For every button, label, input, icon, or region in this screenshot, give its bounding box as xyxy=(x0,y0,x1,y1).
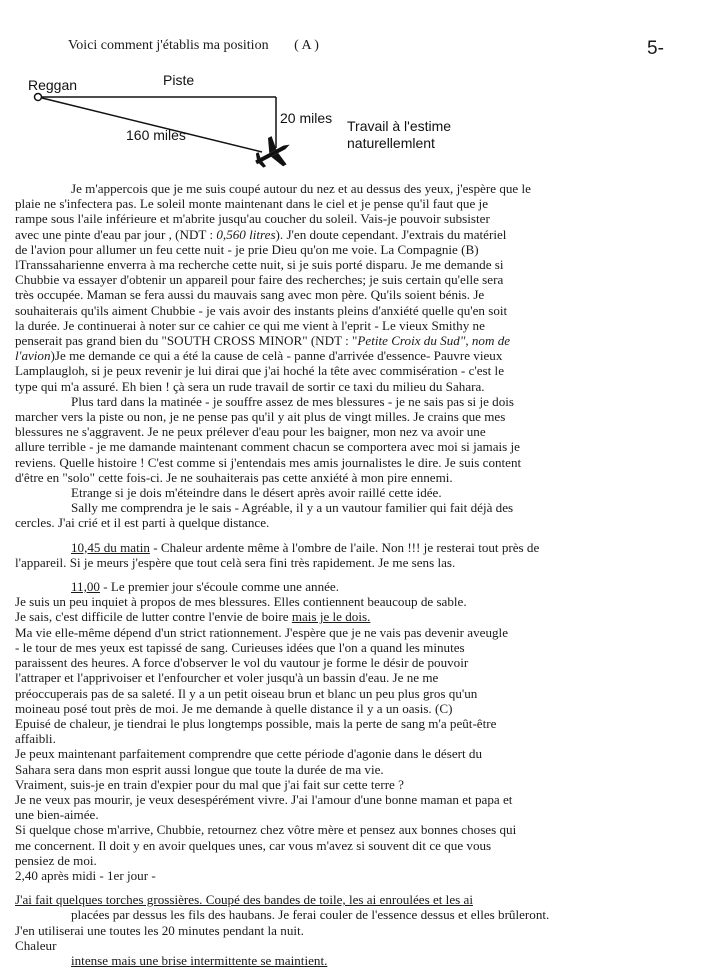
text-line: allure terrible - je me damande maintenant comment chacun se comportera avec moi si jamais je xyxy=(15,439,520,455)
text-line: me concernent. Il doit y en avoir quelques unes, car vous m'avez si souvent dit ce que vous xyxy=(15,837,492,853)
header-title: Voici comment j'établis ma position xyxy=(68,38,269,53)
text-line: avec une pinte d'eau par jour , (NDT : 0,560 litres). J'en doute cependant. J'extrais du matériel xyxy=(15,226,507,242)
text-line: type qui m'a assuré. Eh bien ! çà sera un rude travail de sortir ce taxi du milieu du Sahara. xyxy=(15,378,485,394)
text-line: Je peux maintenant parfaitement comprendre que cette période d'agonie dans le désert du xyxy=(15,746,482,762)
text-line: préoccuperais pas de sa saleté. Il y a un petit oiseau brun et blanc un peu plus gros qu'un xyxy=(15,685,478,701)
text-line: une bien-aimée. xyxy=(15,807,99,823)
header-line xyxy=(68,38,319,54)
text-line: Sahara sera dans mon esprit aussi longue que toute la durée de ma vie. xyxy=(15,761,384,777)
text-line: Epuisé de chaleur, je tiendrai le plus longtemps possible, mais la perte de sang m'a peût-être xyxy=(15,715,497,731)
text-line: plaie ne s'infectera pas. Le soleil monte maintenant dans le ciel et je pense qu'il faut que je xyxy=(15,196,489,212)
text-line: très occupée. Maman se fera aussi du mauvais sang avec mon père. Qu'ils soient bénis. Je xyxy=(15,287,485,303)
text-body xyxy=(15,181,700,968)
text-line: penserait pas grand bien du "SOUTH CROSS MINOR" (NDT : "Petite Croix du Sud", nom de xyxy=(15,333,511,349)
text-line: Plus tard dans la matinée - je souffre assez de mes blessures - je ne sais pas si je dois xyxy=(71,393,515,409)
text-line: rampe sous l'aile inférieure et m'abrite jusqu'au coucher du soleil. Vais-je pouvoir subsister xyxy=(15,211,490,227)
text-line: Etrange si je dois m'éteindre dans le désert après avoir raillé cette idée. xyxy=(71,485,442,501)
text-line: J'ai fait quelques torches grossières. Coupé des bandes de toile, les ai enroulées et les ai xyxy=(15,892,473,908)
text-line: 10,45 du matin - Chaleur ardente même à l'ombre de l'aile. Non !!! je resterai tout près de xyxy=(71,539,540,555)
reggan-point xyxy=(35,94,42,101)
text-line: 2,40 après midi - 1er jour - xyxy=(15,867,156,883)
text-line: la durée. Je continuerai à noter sur ce cahier ce qui me vient à l'eprit - Le vieux Smithy ne xyxy=(15,317,485,333)
text-line: - le tour de mes yeux est tapissé de sang. Curieuses idées que l'on a quand les minutes xyxy=(15,639,465,655)
text-line: placées par dessus les fils des haubans. Je ferai couler de l'essence dessus et elles brûleront. xyxy=(71,907,550,923)
text-line: paraissent des heures. A force d'observer le vol du vautour je forme le désir de pouvoir xyxy=(15,655,469,671)
position-diagram xyxy=(0,70,704,180)
vertical-label: 20 miles xyxy=(280,110,333,126)
text-line: Sally me comprendra je le sais - Agréable, il y a un vautour familier qui fait déjà des xyxy=(71,500,514,516)
text-line: d'être en "solo" cette fois-ci. Je ne souhaiterais pas cette anxiété à mon pire ennemi. xyxy=(15,469,453,485)
text-line: lTranssaharienne enverra à ma recherche cette nuit, si je suis porté disparu. Je me demande si xyxy=(15,257,504,273)
text-line: reviens. Quelle histoire ! C'est comme si j'entendais mes amis journalistes le dire. Je suis content xyxy=(15,454,522,470)
text-line: l'avion)Je me demande ce qui a été la cause de celà - panne d'arrivée d'essence- Pauvre vieux xyxy=(15,348,503,364)
text-line: intense mais une brise intermittente se maintient. xyxy=(71,952,328,968)
text-line: Lamplaugloh, si je peux revenir je lui dirai que j'ai hoché la tête avec commisération - c'est le xyxy=(15,363,505,379)
text-line: Vraiment, suis-je en train d'expier pour du mal que j'ai fait sur cette terre ? xyxy=(15,776,404,792)
text-line: 11,00 - Le premier jour s'écoule comme une année. xyxy=(71,579,340,595)
text-line: J'en utiliserai une toutes les 20 minutes pendant la nuit. xyxy=(15,922,304,938)
text-line: Chaleur xyxy=(15,937,57,953)
text-line: l'attraper et l'apprivoiser et l'enfourcher et voler jusqu'à un bassin d'eau. Je ne me xyxy=(15,670,439,686)
text-line: Ma vie elle-même dépend d'un strict rationnement. J'espère que je ne vais pas devenir aveugle xyxy=(15,624,509,640)
track-label: Piste xyxy=(163,72,195,88)
text-line: souhaiterais qu'ils aiment Chubbie - je vais avoir des instants pleins d'anxiété quelle qu'en soit xyxy=(15,302,508,318)
text-line: Je sais, c'est difficile de lutter contre l'envie de boire mais je le dois. xyxy=(15,609,371,625)
text-line: affaibli. xyxy=(15,731,56,747)
text-line: Si quelque chose m'arrive, Chubbie, retournez chez vôtre mère et pensez aux bonnes choses qui xyxy=(15,822,517,838)
text-line: l'appareil. Si je meurs j'espère que tout celà sera fini très rapidement. Je me sens las. xyxy=(15,554,456,570)
text-line: marcher vers la piste ou non, je ne pense pas qu'il y ait plus de vingt milles. Je crains que mes xyxy=(15,409,506,425)
text-line: Chubbie va essayer d'obtenir un appareil pour faire des recherches; je suis certain qu'elle sera xyxy=(15,272,504,288)
note-line-1: Travail à l'estime xyxy=(347,118,452,134)
text-line: de l'avion pour allumer un feu cette nuit - je prie Dieu qu'on me voie. La Compagnie (B) xyxy=(15,241,479,257)
text-line: moineau posé tout près de moi. Je me demande à quelle distance il y a un oasis. (C) xyxy=(15,700,453,716)
airplane-icon xyxy=(249,130,298,176)
text-line: Je suis un peu inquiet à propos de mes blessures. Elles contiennent beaucoup de sable. xyxy=(15,594,467,610)
header-marker: ( A ) xyxy=(294,38,319,53)
text-line: cercles. J'ai crié et il est parti à quelque distance. xyxy=(15,515,270,531)
diagonal-line xyxy=(42,98,262,152)
diagonal-label: 160 miles xyxy=(126,127,186,143)
origin-label: Reggan xyxy=(28,77,78,93)
note-line-2: naturellemlent xyxy=(347,135,435,151)
text-line: pensiez de moi. xyxy=(15,852,97,868)
page-number: 5- xyxy=(647,38,664,59)
text-line: blessures ne s'aggravent. Je ne peux prélever d'eau pour les baigner, mon nez va avoir une xyxy=(15,424,486,440)
text-line: Je ne veux pas mourir, je veux desespérément vivre. J'ai l'amour d'une bonne maman et papa et xyxy=(15,791,513,807)
text-line: Je m'appercois que je me suis coupé autour du nez et au dessus des yeux, j'espère que le xyxy=(71,181,531,196)
